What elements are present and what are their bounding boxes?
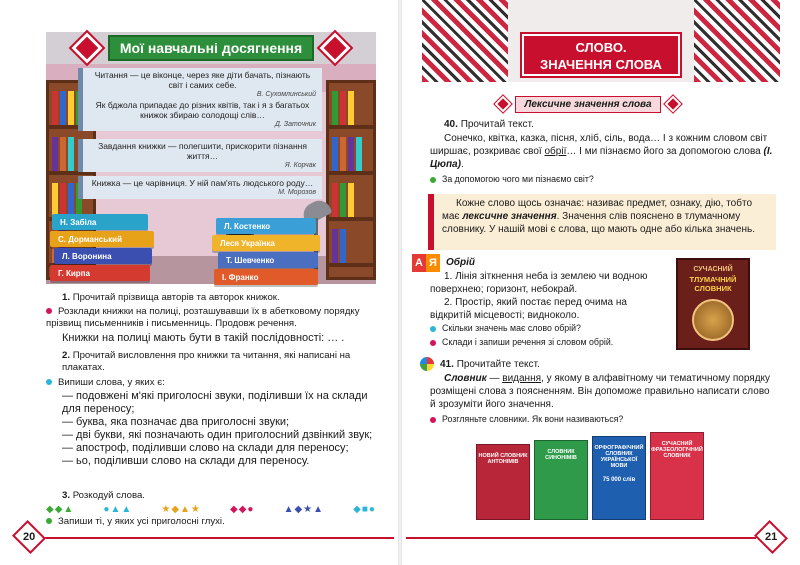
color-wheel-icon xyxy=(420,357,434,371)
quote-poster: Читання — це віконце, через яке діти бачать, пізнають світ і самих себе. В. Сухомлинський xyxy=(78,68,322,101)
ornament-icon xyxy=(495,96,512,113)
dictionary-ab-icon: А Я xyxy=(412,254,440,272)
list-item: — подовжені м'які приголосні звуки, поділивши їх на склади для переносу; xyxy=(62,390,368,415)
exercise-1-task: Розклади книжки на полиці, розташувавши їх в абетковому порядку прізвищ письменників і письменниць. Продовж речення. xyxy=(46,306,360,329)
dictionary-cover: СУЧАСНИЙ ФРАЗЕОЛОГІЧНИЙ СЛОВНИК xyxy=(650,432,704,520)
book-spine: Леся Українка xyxy=(212,235,320,251)
list-item: — ьо, поділивши слово на склади для переносу. xyxy=(62,455,310,467)
dictionary-entry-head: Обрій xyxy=(446,257,475,268)
dictionary-meaning-1: 1. Лінія зіткнення неба із землею чи водною поверхнею; горизонт, небокрай. xyxy=(430,271,648,295)
exercise-41-text: Словник — видання, у якому в алфавітному чи тематичному порядку розміщені слова з поясненням. Він допоможе правильно написати слово й зрозуміти його значення. xyxy=(430,373,771,410)
dictionary-question-2: Склади і запиши речення зі словом обрій. xyxy=(430,337,770,348)
exercise-2-list xyxy=(62,390,378,468)
exercise-40: 40. Прочитай текст. xyxy=(444,119,534,130)
exercise-40-text: Сонечко, квітка, казка, пісня, хліб, сіль, вода… І з кожним словом світ ширшає, розкриває свої обрії… І ми пізнаємо його за допомогою слова (І. Цюпа). xyxy=(430,133,773,170)
exercise-41: 41. Прочитайте текст. xyxy=(440,359,540,370)
seal-icon xyxy=(692,299,734,341)
quote-poster: Як бджола припадає до різних квітів, так і я з багатьох книжок збираю солодощі слів… Д. Заточник xyxy=(78,98,322,131)
ornament-icon xyxy=(664,96,681,113)
achievements-header xyxy=(46,32,376,64)
book-spine: І. Франко xyxy=(214,269,318,285)
book-spine: С. Дорманський xyxy=(50,231,154,247)
book-spine: Л. Воронина xyxy=(54,248,152,264)
exercise-3: 3. Розкодуй слова. xyxy=(62,490,145,501)
page-title: Мої навчальні досягнення xyxy=(108,35,314,61)
bookshelf-right xyxy=(326,80,376,280)
page-number: 20 xyxy=(12,520,46,554)
exercise-1-sentence: Книжки на полиці мають бути в такій послідовності: … . xyxy=(62,332,345,344)
quote-poster: Книжка — це чарівниця. У ній пам'ять людського роду… М. Морозов xyxy=(78,176,322,199)
lesson-subtitle: Лексичне значення слова xyxy=(488,94,688,114)
book-spine: Т. Шевченко xyxy=(218,252,318,268)
dictionary-cover: СЛОВНИК СИНОНІМІВ xyxy=(534,440,588,520)
exercise-40-question: За допомогою чого ми пізнаємо світ? xyxy=(430,174,770,185)
dictionary-cover: СУЧАСНИЙ ТЛУМАЧНИЙ СЛОВНИК xyxy=(676,258,750,350)
exercise-2-task: Випиши слова, у яких є: xyxy=(46,377,366,389)
list-item: — буква, яка позначає два приголосні звуки; xyxy=(62,416,290,428)
ornament-icon xyxy=(320,32,351,63)
exercise-2: 2. Прочитай висловлення про книжки та читання, які написані на плакатах. xyxy=(62,350,351,373)
left-page xyxy=(0,0,398,565)
code-shapes: ◆◆▲ ●▲▲ ★◆▲★ ◆◆● ▲◆★▲ ◆■● xyxy=(46,504,376,515)
embroidery-icon xyxy=(422,0,508,82)
rule-box: Кожне слово щось означає: називає предмет, ознаку, дію, тобто має лексичне значення. Значення слів пояснено в тлумачному словнику. У нашій мові є слова, що мають одне або кілька значень. xyxy=(428,194,776,250)
embroidery-header xyxy=(422,0,780,82)
exercise-3-task: Запиши ті, у яких усі приголосні глухі. xyxy=(46,516,366,528)
quote-poster: Завдання книжки — полегшити, прискорити пізнання життя… Я. Корчак xyxy=(78,139,322,172)
dictionary-question-1: Скільки значень має слово обрій? xyxy=(430,323,770,334)
exercise-41-question: Розгляньте словники. Як вони називаються? xyxy=(430,414,770,425)
book-spine: Л. Костенко xyxy=(216,218,316,234)
list-item: — апостроф, поділивши слово на склади для переносу; xyxy=(62,442,349,454)
exercise-1: 1. Прочитай прізвища авторів та авторок книжок. xyxy=(62,292,280,303)
dictionary-meaning-2: 2. Простір, який постає перед очима на відкритій місцевості; видноколо. xyxy=(430,297,627,321)
book-spine: Г. Кирпа xyxy=(50,265,150,281)
page-number: 21 xyxy=(754,520,788,554)
footer-rule xyxy=(44,537,394,539)
book-spine: Н. Забіла xyxy=(52,214,148,230)
list-item: — дві букви, які позначають один приголосний дзвінкий звук; xyxy=(62,429,373,441)
ornament-icon xyxy=(71,32,102,63)
lesson-title: СЛОВО. ЗНАЧЕННЯ СЛОВА xyxy=(522,34,680,76)
dictionary-cover: ОРФОГРАФІЧНИЙ СЛОВНИК УКРАЇНСЬКОЇ МОВИ 75 000 слів xyxy=(592,436,646,520)
dictionary-cover: НОВИЙ СЛОВНИК АНТОНІМІВ xyxy=(476,444,530,520)
embroidery-icon xyxy=(694,0,780,82)
dictionary-covers xyxy=(476,432,716,520)
footer-rule xyxy=(406,537,756,539)
